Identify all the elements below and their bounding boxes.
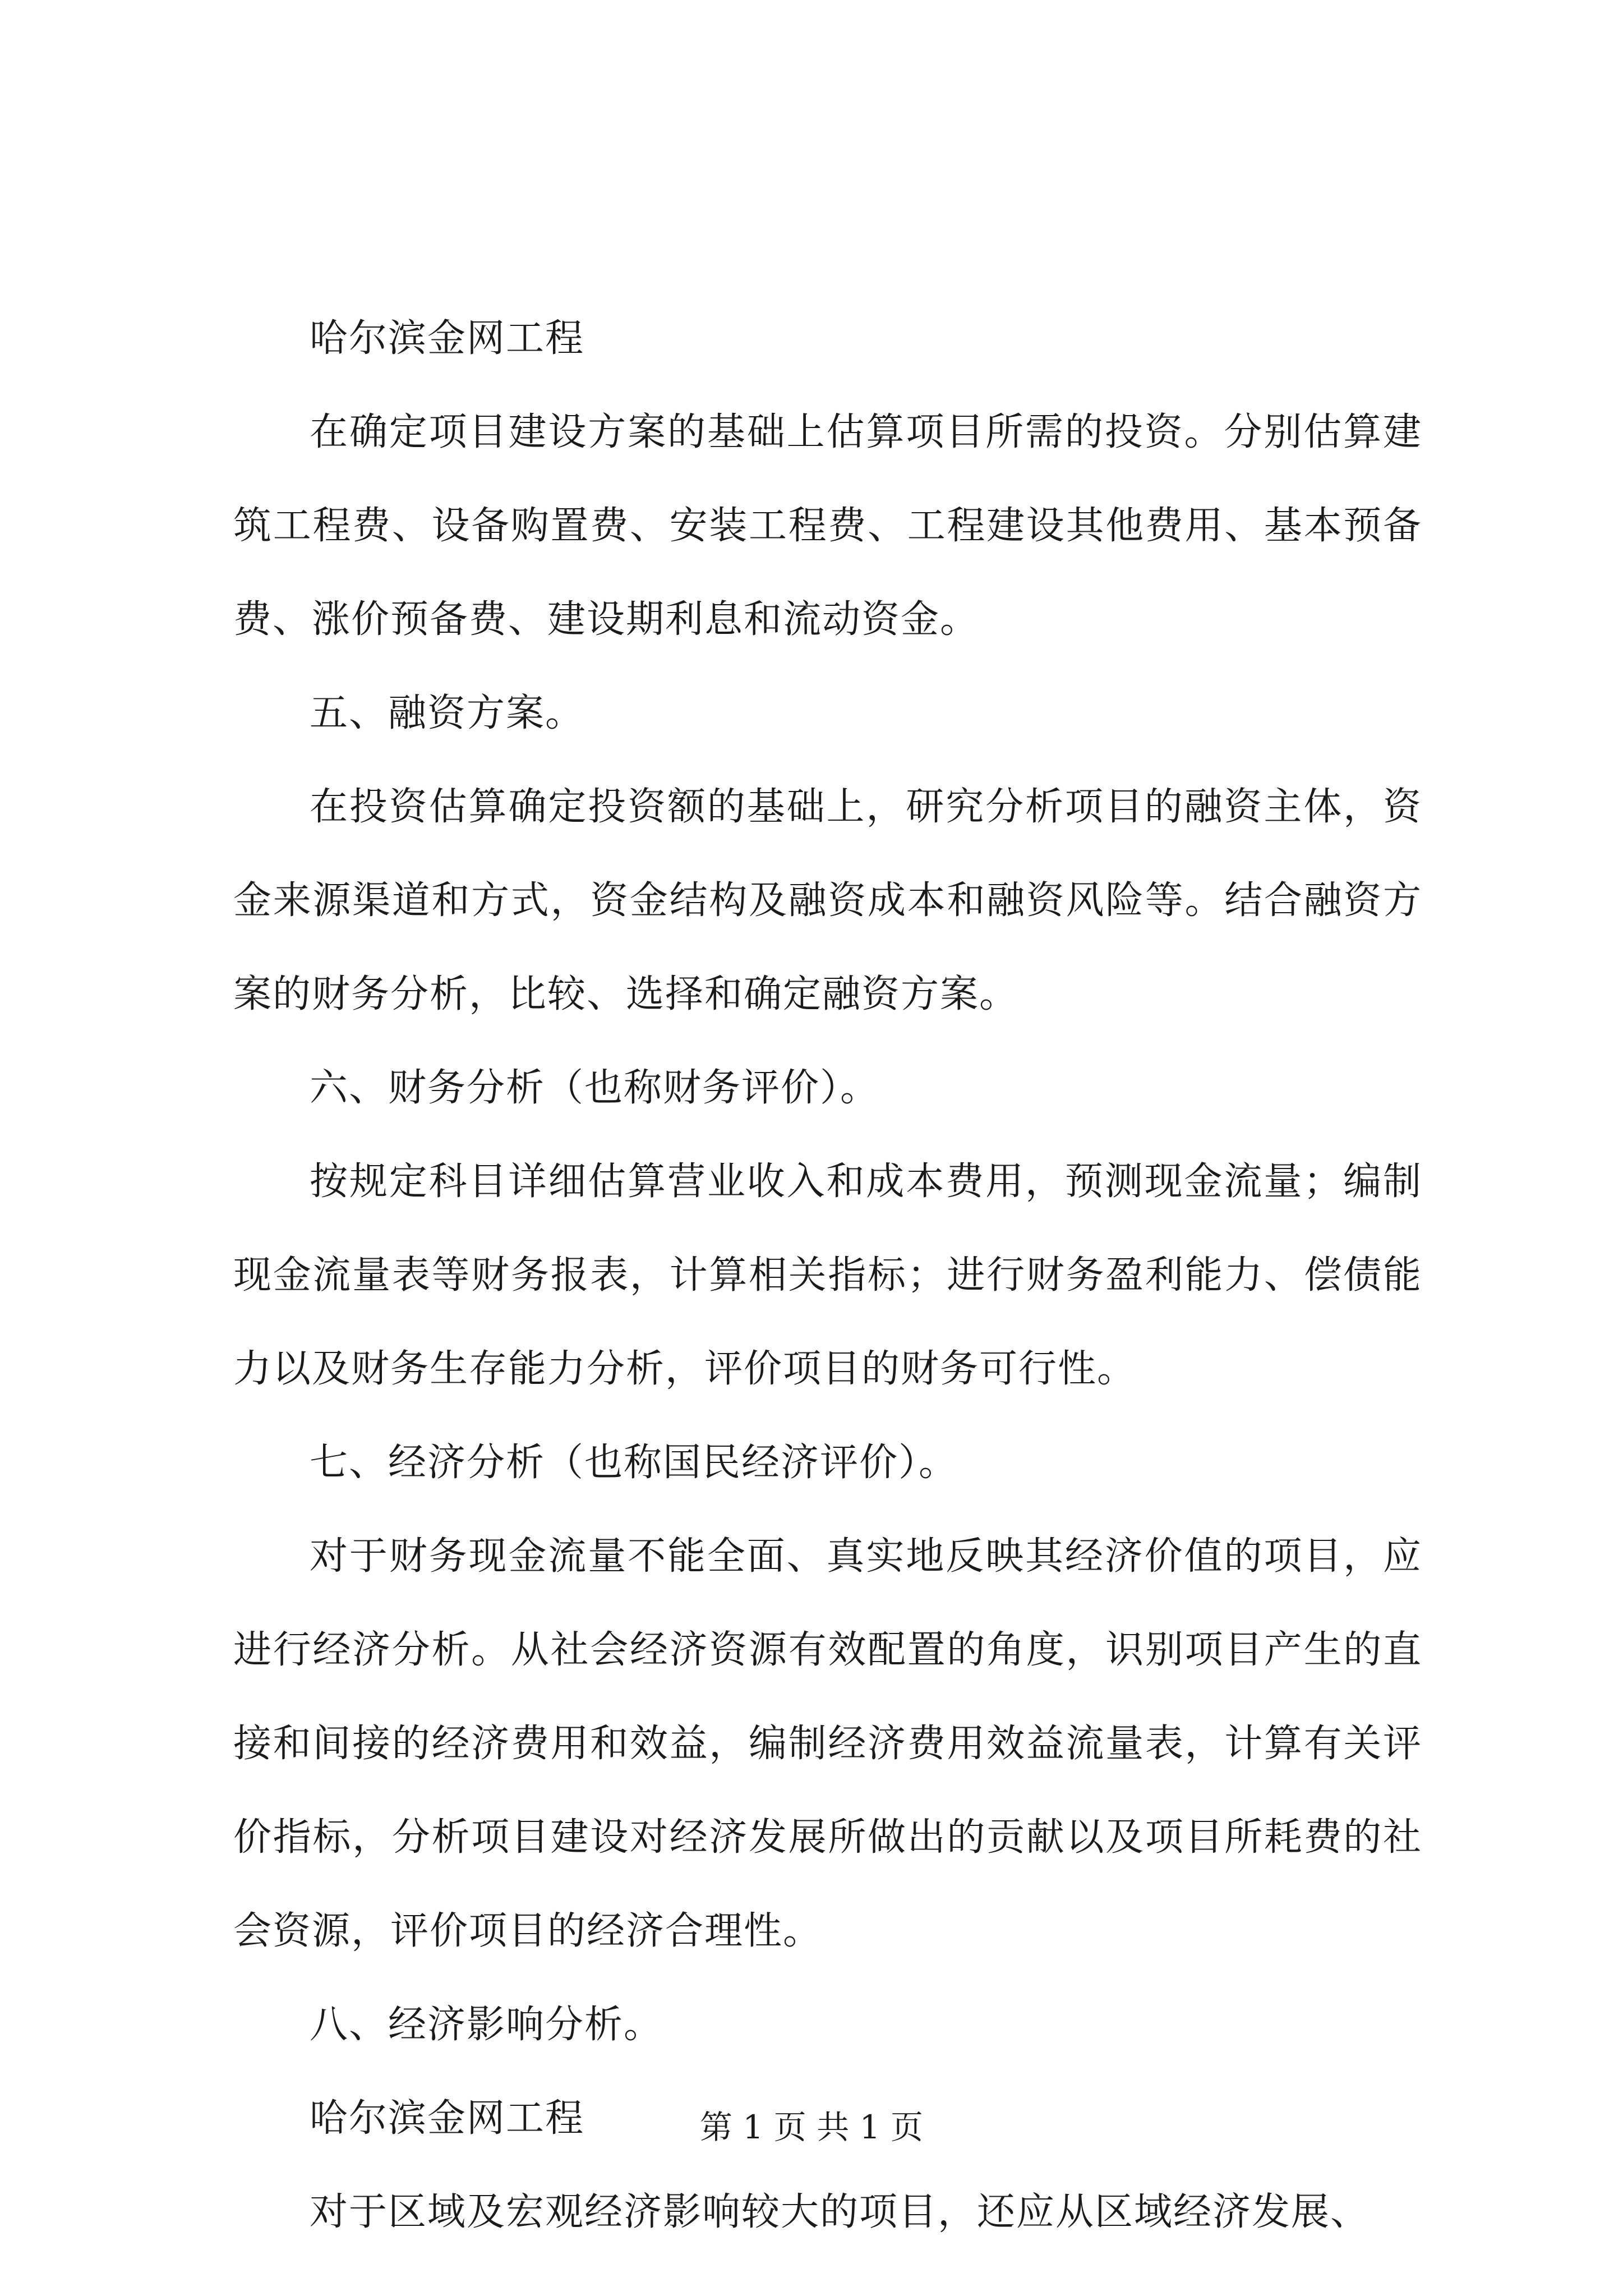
heading-economic-analysis: 七、经济分析（也称国民经济评价）。 xyxy=(310,1441,958,1485)
page-footer: 第 1 页 共 1 页 xyxy=(700,2108,923,2146)
heading-financial-analysis: 六、财务分析（也称财务评价）。 xyxy=(310,1066,880,1110)
paragraph-investment-estimate: 在确定项目建设方案的基础上估算项目所需的投资。分别估算建筑工程费、设备购置费、安装工程费、工程建设其他费用、基本预备费、涨价预备费、建设期利息和流动资金。 xyxy=(233,410,1422,642)
paragraph-financing-plan: 在投资估算确定投资额的基础上，研究分析项目的融资主体，资金来源渠道和方式，资金结构及融资成本和融资风险等。结合融资方案的财务分析，比较、选择和确定融资方案。 xyxy=(233,785,1422,1016)
paragraph-economic-analysis: 对于财务现金流量不能全面、真实地反映其经济价值的项目，应进行经济分析。从社会经济资源有效配置的角度，识别项目产生的直接和间接的经济费用和效益，编制经济费用效益流量表，计算有关评价指标，分析项目建设对经济发展所做出的贡献以及项目所耗费的社会资源，评价项目的经济合理性。 xyxy=(233,1534,1422,1953)
paragraph-title-1: 哈尔滨金网工程 xyxy=(310,316,585,361)
paragraph-title-2: 哈尔滨金网工程 xyxy=(310,2096,585,2141)
heading-economic-impact: 八、经济影响分析。 xyxy=(310,2003,663,2047)
paragraph-financial-analysis: 按规定科目详细估算营业收入和成本费用，预测现金流量；编制现金流量表等财务报表，计算相关指标；进行财务盈利能力、偿债能力以及财务生存能力分析，评价项目的财务可行性。 xyxy=(233,1159,1422,1391)
document-body xyxy=(233,292,1422,2259)
heading-financing-plan: 五、融资方案。 xyxy=(310,691,585,735)
paragraph-economic-impact: 对于区域及宏观经济影响较大的项目，还应从区域经济发展、 xyxy=(310,2190,1370,2234)
